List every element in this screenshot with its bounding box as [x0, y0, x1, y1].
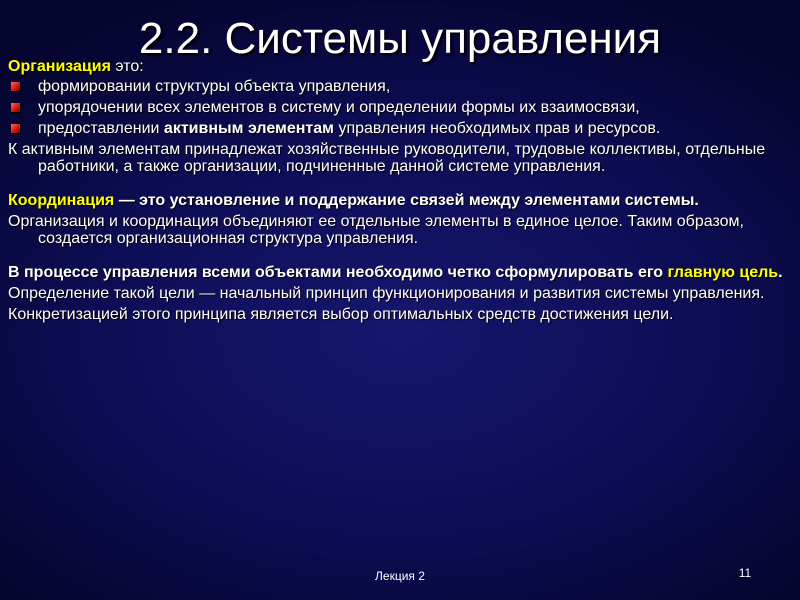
coordination-note: Организация и координация объединяют ее отдельные элементы в единое целое. Таким образом, создается организационная структура управления.: [8, 213, 744, 247]
goal-definition: Определение такой цели — начальный принцип функционирования и развития системы управления.: [8, 285, 765, 302]
coordination-definition: [8, 192, 792, 209]
organization-bullet-item: [8, 78, 792, 95]
organization-bullet-item: [8, 99, 792, 116]
goal-prefix: В процессе управления всеми объектами необходимо четко сформулировать его: [8, 264, 668, 281]
bullet-text: предоставлении: [38, 120, 164, 137]
slide-content: [8, 58, 792, 323]
organization-term: Организация: [8, 58, 111, 75]
footer-lecture-label: Лекция 2: [375, 569, 425, 583]
organization-bullet-list: [8, 78, 792, 137]
red-square-bullet-icon: [11, 124, 20, 133]
slide-title: 2.2. Системы управления: [138, 14, 662, 63]
organization-suffix: это:: [110, 58, 144, 75]
bullet-text: формировании структуры объекта управления,: [38, 78, 391, 95]
red-square-bullet-icon: [11, 103, 20, 112]
coordination-definition-text: — это установление и поддержание связей между элементами системы.: [114, 192, 699, 209]
red-square-bullet-icon: [11, 82, 20, 91]
goal-highlight: главную цель: [667, 264, 779, 281]
goal-suffix: .: [778, 264, 783, 281]
coordination-term: Координация: [8, 192, 115, 209]
page-number: 11: [738, 566, 752, 580]
organization-intro: [8, 58, 792, 75]
goal-concretization: Конкретизацией этого принципа является выбор оптимальных средств достижения цели.: [8, 306, 674, 323]
bullet-text: активным элементам: [163, 120, 334, 137]
spacer: [8, 247, 792, 264]
spacer: [8, 175, 792, 192]
bullet-text: управления необходимых прав и ресурсов.: [334, 120, 661, 137]
bullet-text: упорядочении всех элементов в систему и определении формы их взаимосвязи,: [38, 99, 640, 116]
goal-statement: [8, 264, 792, 281]
active-elements-note: К активным элементам принадлежат хозяйственные руководители, трудовые коллективы, отдельные работники, а также организации, подчиненные данной системе управления.: [8, 141, 766, 175]
organization-bullet-item: [8, 120, 792, 137]
